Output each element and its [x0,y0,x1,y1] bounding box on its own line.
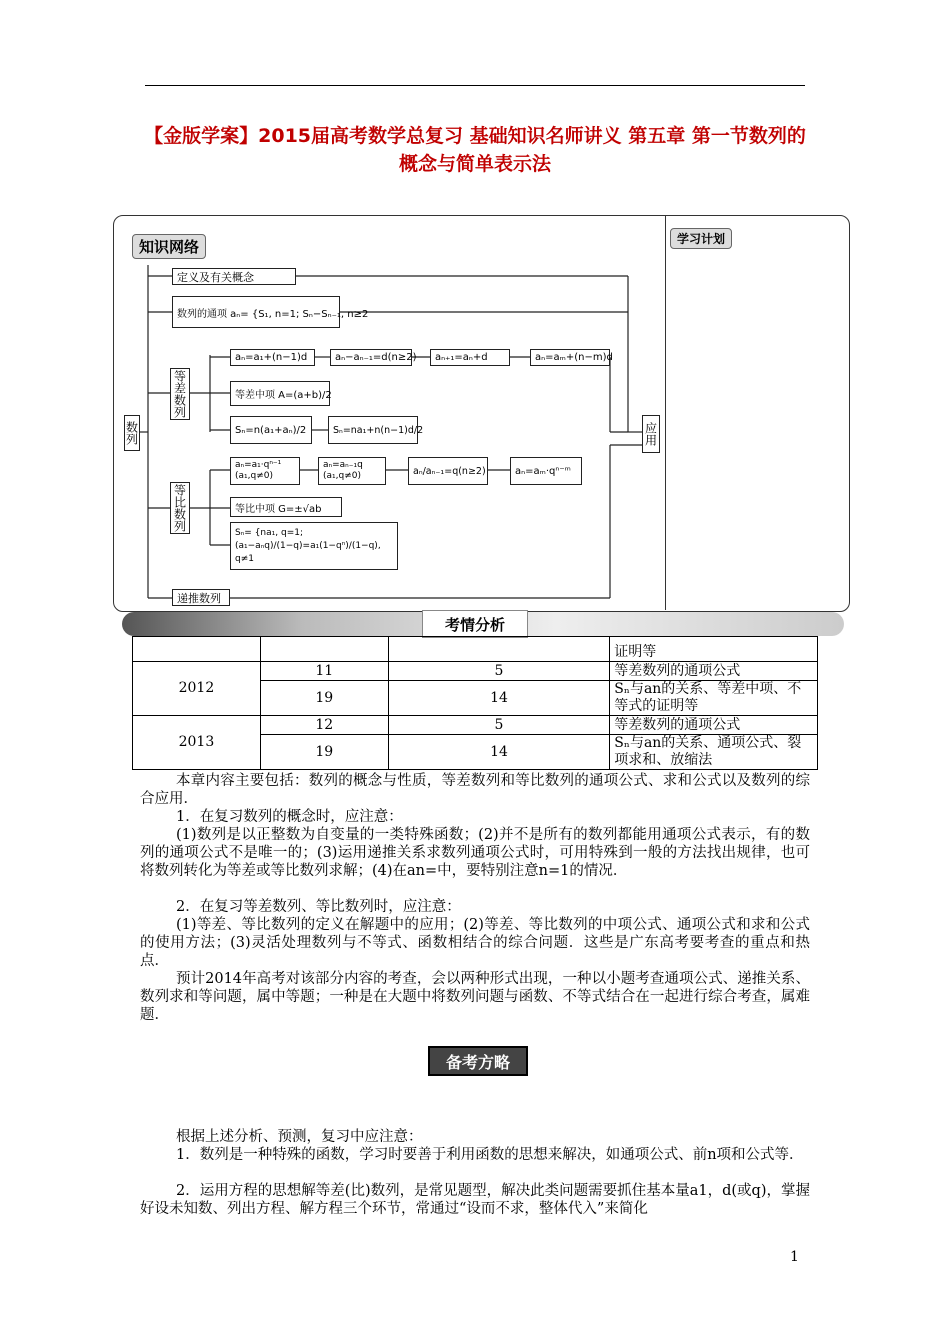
table-cell: 5 [388,662,610,681]
table-cell: 14 [388,681,610,716]
page-number: 1 [790,1249,799,1265]
paragraph-review-2: 2．运用方程的思想解等差(比)数列，是常见题型，解决此类问题需要抓住基本量a1，d(或q)，掌握好设未知数、列出方程、解方程三个环节，常通过“设而不求，整体代入”来简化 [140,1183,810,1217]
table-row [133,662,818,681]
table-cell: 11 [260,662,388,681]
page-title: 【金版学案】2015届高考数学总复习 基础知识名师讲义 第五章 第一节数列的概念与简单表示法 [144,125,806,175]
table-row [133,716,818,735]
definition-box: 定义及有关概念 [172,268,296,285]
paragraph-review-1: 1．数列是一种特殊的函数，学习时要善于利用函数的思想来解决，如通项公式、前n项和公式等． [176,1147,804,1163]
arith-formula-4: aₙ=aₘ+(n−m)d [530,349,610,366]
geom-formula-4: aₙ=aₘ·qⁿ⁻ᵐ [510,457,582,485]
general-term-box: 数列的通项 aₙ= {S₁, n=1; Sₙ−Sₙ₋₁, n≥2 [172,296,340,328]
paragraph-point-2: 2．在复习等差数列、等比数列时，应注意： [176,899,461,915]
table-cell: 证明等 [610,637,818,662]
table-cell: 2012 [133,662,261,716]
geom-formula-3: aₙ/aₙ₋₁=q(n≥2) [408,457,488,485]
table-cell: 19 [260,681,388,716]
paragraph-point-1: 1．在复习数列的概念时，应注意： [176,809,403,825]
paragraph-point-1-detail: (1)数列是以正整数为自变量的一类特殊函数；(2)并不是所有的数列都能用通项公式表示，有的数列的通项公式不是唯一的；(3)运用递推关系求数列通项公式时，可用特殊到一般的方法找出规律，也可将数列转化为等差或等比数列求解；(4)在an=中，要特别注意n=1的情况． [140,827,810,879]
series-box: 数列 [124,415,140,451]
recursive-sequence-box: 递推数列 [172,589,230,606]
study-plan-badge: 学习计划 [670,228,732,249]
arithmetic-sequence-box: 等差数列 [170,368,190,420]
geometric-sequence-box: 等比数列 [170,482,190,534]
table-cell [133,637,261,662]
arith-sum-2: Sₙ=na₁+n(n−1)d/2 [328,416,418,444]
arith-formula-1: aₙ=a₁+(n−1)d [230,349,315,366]
table-cell: Sₙ与an的关系、等差中项、不等式的证明等 [610,681,818,716]
geom-sum-box: Sₙ= {na₁, q=1; (a₁−aₙq)/(1−q)=a₁(1−qⁿ)/(1−q), q≠1 [230,522,398,570]
table-cell: 14 [388,735,610,770]
exam-table [132,636,818,770]
table-cell [260,637,388,662]
arith-formula-3: aₙ₊₁=aₙ+d [430,349,510,366]
table-cell [388,637,610,662]
geom-formula-2: aₙ=aₙ₋₁q (a₁,q≠0) [318,457,386,485]
table-cell: 等差数列的通项公式 [610,716,818,735]
paragraph-forecast: 预计2014年高考对该部分内容的考查，会以两种形式出现，一种以小题考查通项公式、递推关系、数列求和等问题，属中等题；一种是在大题中将数列问题与函数、不等式结合在一起进行综合考查，属难题． [140,971,810,1023]
arith-formula-2: aₙ−aₙ₋₁=d(n≥2) [330,349,412,366]
knowledge-network-badge: 知识网络 [132,234,206,259]
paragraph-review-intro: 根据上述分析、预测，复习中应注意： [176,1129,423,1145]
table-cell: Sₙ与an的关系、通项公式、裂项求和、放缩法 [610,735,818,770]
table-cell: 2013 [133,716,261,770]
exam-analysis-label: 考情分析 [422,610,528,638]
strategy-badge: 备考方略 [428,1046,528,1076]
table-cell: 等差数列的通项公式 [610,662,818,681]
application-box: 应用 [642,415,660,453]
geom-mean-box: 等比中项 G=±√ab [230,497,342,517]
arith-mean-box: 等差中项 A=(a+b)/2 [230,381,330,406]
paragraph-intro: 本章内容主要包括：数列的概念与性质，等差数列和等比数列的通项公式、求和公式以及数列的综合应用． [140,773,810,807]
geom-formula-1: aₙ=a₁·qⁿ⁻¹ (a₁,q≠0) [230,457,300,485]
table-row [133,637,818,662]
table-cell: 5 [388,716,610,735]
table-cell: 19 [260,735,388,770]
arith-sum-1: Sₙ=n(a₁+aₙ)/2 [230,416,312,444]
paragraph-point-2-detail: (1)等差、等比数列的定义在解题中的应用；(2)等差、等比数列的中项公式、通项公式和求和公式的使用方法；(3)灵活处理数列与不等式、函数相结合的综合问题．这些是广东高考要考查的重点和热点． [140,917,810,969]
table-cell: 12 [260,716,388,735]
